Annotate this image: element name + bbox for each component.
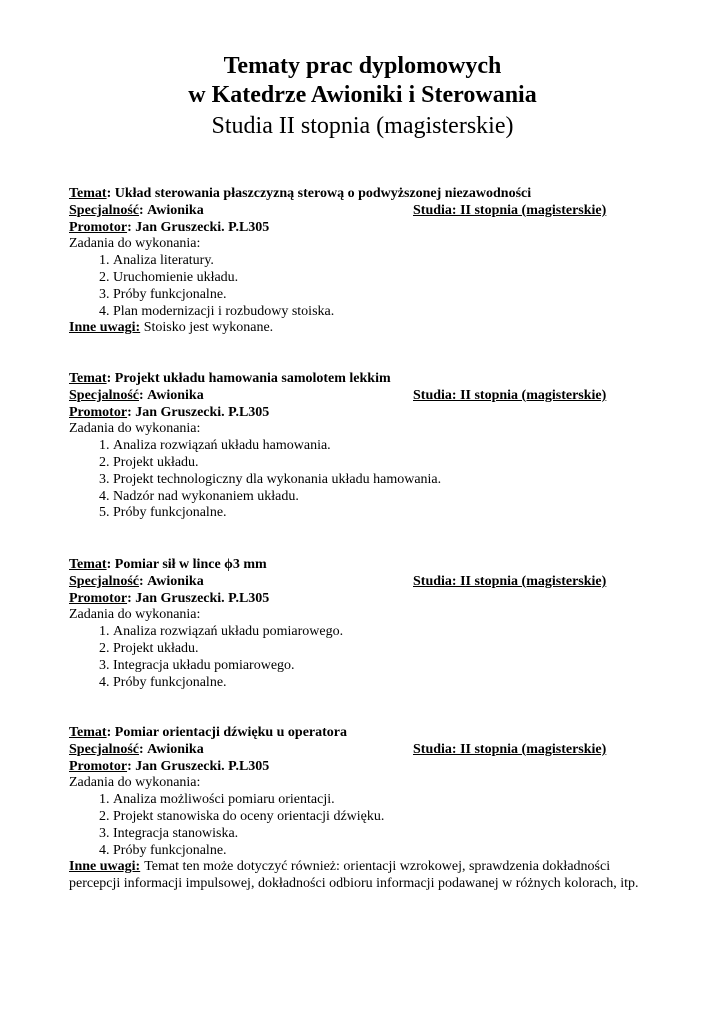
topic-title: Projekt układu hamowania samolotem lekkim	[114, 371, 391, 386]
promotor-label: Promotor	[69, 758, 128, 774]
promotor-row: Promotor: Jan Gruszecki. P.L305	[69, 590, 270, 606]
tasks-heading: Zadania do wykonania:	[69, 236, 201, 252]
list-item: 2. Projekt układu.	[113, 641, 649, 658]
topic-title: Pomiar orientacji dźwięku u operatora	[114, 725, 348, 740]
document-header	[0, 52, 725, 141]
topic-title-row: Temat: Układ sterowania płaszczyzną sterową o podwyższonej niezawodności	[69, 186, 532, 201]
topic-3	[69, 557, 649, 691]
topic-title: Pomiar sił w lince ϕ3 mm	[114, 557, 267, 572]
list-item: 3. Próby funkcjonalne.	[113, 287, 649, 304]
specjalnosc-label: Specjalność	[69, 202, 139, 218]
specialty-row: Specjalność: Awionika Studia: II stopnia (magisterskie)	[69, 202, 607, 218]
temat-label: Temat	[69, 371, 107, 386]
specialty-row: Specjalność: Awionika Studia: II stopnia (magisterskie)	[69, 573, 607, 589]
inne-uwagi-label: Inne uwagi:	[69, 859, 141, 875]
list-item: 3. Integracja układu pomiarowego.	[113, 658, 649, 675]
specialty-value: Awionika	[147, 573, 204, 589]
promotor-value: Jan Gruszecki. P.L305	[135, 404, 270, 420]
inne-uwagi-label: Inne uwagi:	[69, 320, 141, 336]
promotor-row: Promotor: Jan Gruszecki. P.L305	[69, 758, 270, 774]
list-item: 4. Nadzór nad wykonaniem układu.	[113, 489, 649, 506]
specjalnosc-label: Specjalność	[69, 573, 139, 589]
tasks-list	[69, 438, 649, 522]
specialty-value: Awionika	[147, 202, 204, 218]
promotor-label: Promotor	[69, 219, 128, 235]
studia-label: Studia: II stopnia (magisterskie)	[413, 741, 607, 757]
promotor-value: Jan Gruszecki. P.L305	[135, 758, 270, 774]
list-item: 2. Projekt układu.	[113, 455, 649, 472]
topic-1	[69, 186, 649, 337]
notes-text: Temat ten może dotyczyć również: orientacji wzrokowej, sprawdzenia dokładności percepcji informacji impulsowej, dokładności odbioru informacji podawanej w różnych kolorach, itp.	[69, 859, 639, 892]
promotor-value: Jan Gruszecki. P.L305	[135, 590, 270, 606]
list-item: 4. Próby funkcjonalne.	[113, 675, 649, 692]
promotor-row: Promotor: Jan Gruszecki. P.L305	[69, 219, 270, 235]
topic-title-row: Temat: Pomiar sił w lince ϕ3 mm	[69, 557, 267, 572]
list-item: 4. Plan modernizacji i rozbudowy stoiska.	[113, 304, 649, 321]
list-item: 5. Próby funkcjonalne.	[113, 505, 649, 522]
temat-label: Temat	[69, 186, 107, 201]
specjalnosc-label: Specjalność	[69, 387, 139, 403]
topic-2	[69, 371, 649, 522]
studia-label: Studia: II stopnia (magisterskie)	[413, 387, 607, 403]
tasks-heading: Zadania do wykonania:	[69, 775, 201, 791]
notes-paragraph	[69, 859, 649, 893]
list-item: 3. Integracja stanowiska.	[113, 826, 649, 843]
specialty-value: Awionika	[147, 741, 204, 757]
list-item: 2. Uruchomienie układu.	[113, 270, 649, 287]
specialty-row: Specjalność: Awionika Studia: II stopnia (magisterskie)	[69, 741, 607, 757]
tasks-heading: Zadania do wykonania:	[69, 607, 201, 623]
list-item: 1. Analiza możliwości pomiaru orientacji.	[113, 792, 649, 809]
tasks-heading: Zadania do wykonania:	[69, 421, 201, 437]
notes-row	[69, 320, 649, 337]
specialty-value: Awionika	[147, 387, 204, 403]
list-item: 3. Projekt technologiczny dla wykonania układu hamowania.	[113, 472, 649, 489]
tasks-list	[69, 624, 649, 691]
topic-4	[69, 725, 649, 893]
notes-text: Stoisko jest wykonane.	[143, 320, 274, 336]
list-item: 1. Analiza literatury.	[113, 253, 649, 270]
promotor-label: Promotor	[69, 590, 128, 606]
title-line-2: w Katedrze Awioniki i Sterowania	[188, 82, 537, 108]
promotor-row: Promotor: Jan Gruszecki. P.L305	[69, 404, 270, 420]
promotor-value: Jan Gruszecki. P.L305	[135, 219, 270, 235]
list-item: 1. Analiza rozwiązań układu hamowania.	[113, 438, 649, 455]
tasks-list	[69, 792, 649, 859]
list-item: 4. Próby funkcjonalne.	[113, 843, 649, 860]
topic-title: Układ sterowania płaszczyzną sterową o podwyższonej niezawodności	[114, 186, 532, 201]
tasks-list	[69, 253, 649, 320]
subtitle: Studia II stopnia (magisterskie)	[211, 113, 514, 139]
topic-title-row: Temat: Pomiar orientacji dźwięku u operatora	[69, 725, 348, 740]
list-item: 2. Projekt stanowiska do oceny orientacji dźwięku.	[113, 809, 649, 826]
promotor-label: Promotor	[69, 404, 128, 420]
specjalnosc-label: Specjalność	[69, 741, 139, 757]
list-item: 1. Analiza rozwiązań układu pomiarowego.	[113, 624, 649, 641]
studia-label: Studia: II stopnia (magisterskie)	[413, 202, 607, 218]
studia-label: Studia: II stopnia (magisterskie)	[413, 573, 607, 589]
temat-label: Temat	[69, 557, 107, 572]
temat-label: Temat	[69, 725, 107, 740]
specialty-row: Specjalność: Awionika Studia: II stopnia (magisterskie)	[69, 387, 607, 403]
topic-title-row: Temat: Projekt układu hamowania samolotem lekkim	[69, 371, 391, 386]
title-line-1: Tematy prac dyplomowych	[223, 53, 502, 79]
